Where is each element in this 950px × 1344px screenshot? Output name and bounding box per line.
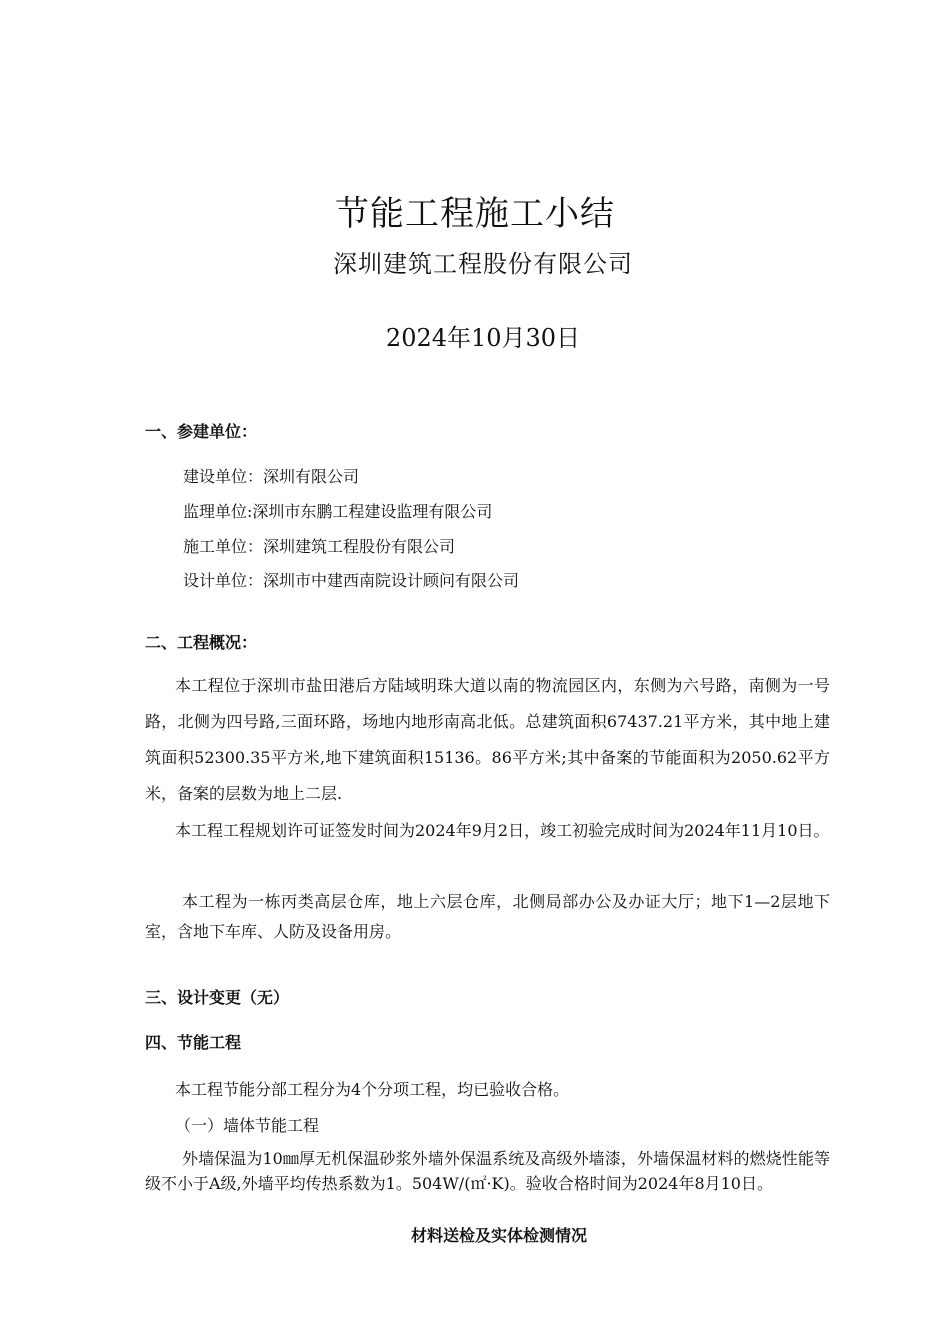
overview-paragraph-2: 本工程工程规划许可证签发时间为2024年9月2日，竣工初验完成时间为2024年11月10日。 (175, 821, 830, 840)
unit-design: 设计单位：深圳市中建西南院设计顾问有限公司 (183, 571, 520, 590)
section-heading-overview: 二、工程概况： (145, 633, 258, 652)
unit-supervision: 监理单位:深圳市东鹏工程建设监理有限公司 (183, 502, 493, 521)
energy-intro: 本工程节能分部工程分为4个分项工程，均已验收合格。 (175, 1080, 570, 1099)
section-heading-energy: 四、节能工程 (145, 1033, 242, 1052)
overview-paragraph-1: 本工程位于深圳市盐田港后方陆域明珠大道以南的物流园区内，东侧为六号路，南侧为一号路，北侧为四号路,三面环路，场地内地形南高北低。总建筑面积67437.21平方米，其中地上建筑面积52300.35平方米,地下建筑面积15136。86平方米;其中备案的节能面积为2050.62平方米，备案的层数为地上二层. (145, 676, 830, 803)
document-title: 节能工程施工小结 (335, 194, 615, 234)
wall-paragraph: 外墙保温为10㎜厚无机保温砂浆外墙外保温系统及高级外墙漆，外墙保温材料的燃烧性能等级不小于A级,外墙平均传热系数为1。504W/(㎡·K)。验收合格时间为2024年8月10日。 (145, 1149, 830, 1193)
unit-contractor: 施工单位：深圳建筑工程股份有限公司 (183, 537, 456, 556)
company-name: 深圳建筑工程股份有限公司 (333, 250, 633, 278)
section-heading-participants: 一、参建单位： (145, 422, 258, 441)
table-caption: 材料送检及实体检测情况 (410, 1226, 587, 1245)
overview-paragraph-3: 本工程为一栋丙类高层仓库，地上六层仓库，北侧局部办公及办证大厅；地下1—2层地下室，含地下车库、人防及设备用房。 (145, 892, 830, 941)
unit-construction: 建设单位：深圳有限公司 (183, 467, 360, 486)
section-heading-design-change: 三、设计变更（无） (145, 988, 290, 1007)
subsection-wall: （一）墙体节能工程 (175, 1116, 320, 1135)
document-date: 2024年10月30日 (385, 324, 581, 352)
